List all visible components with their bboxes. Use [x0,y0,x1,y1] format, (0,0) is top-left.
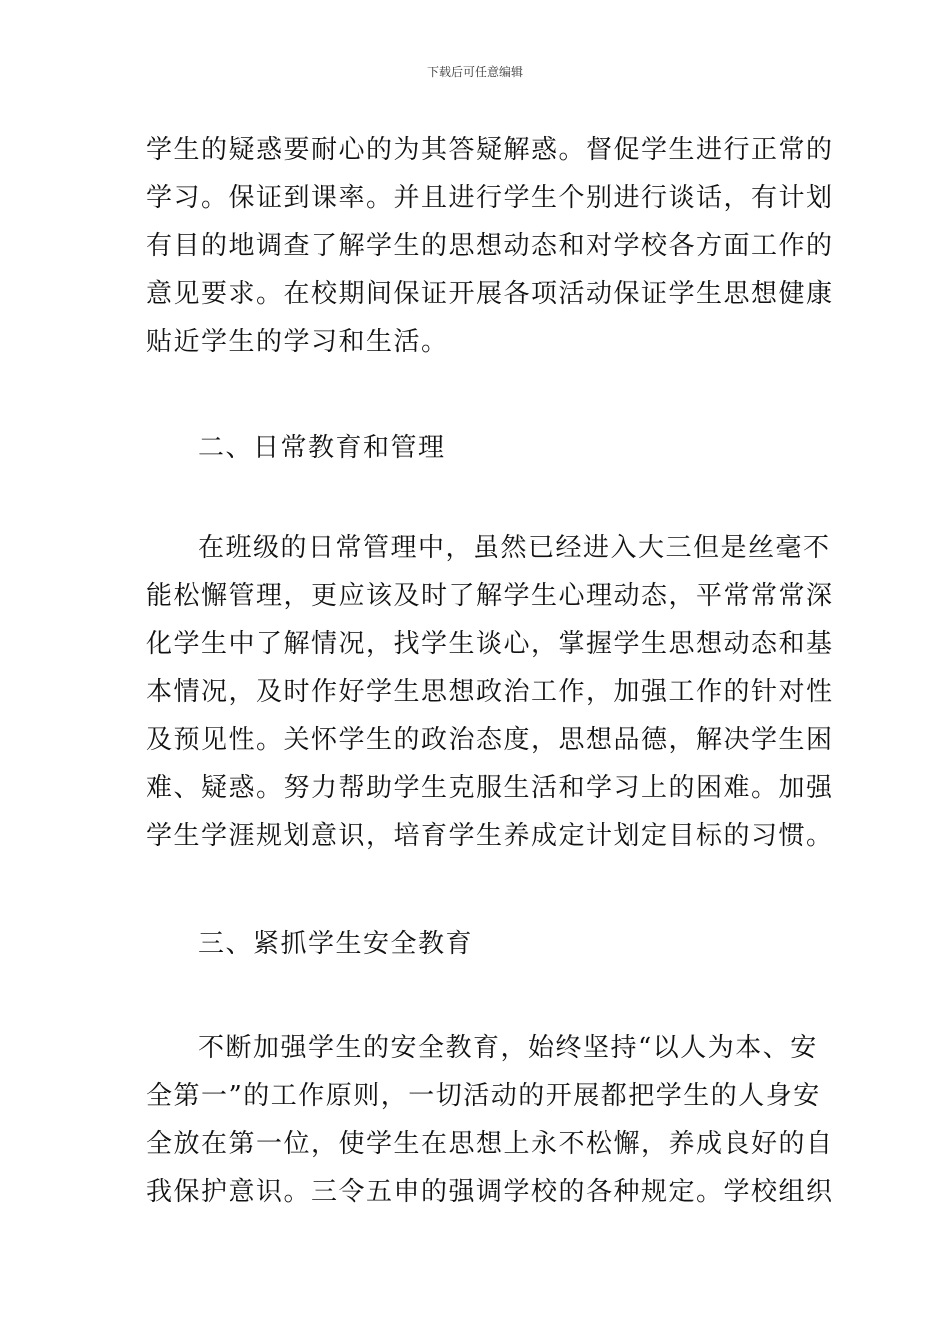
paragraph-line: 全第一”的工作原则，一切活动的开展都把学生的人身安 [146,1081,821,1111]
paragraph-line: 学生学涯规划意识，培育学生养成定计划定目标的习惯。 [146,821,834,851]
paragraph-line: 意见要求。在校期间保证开展各项活动保证学生思想健康 [146,279,834,309]
paragraph-line: 有目的地调查了解学生的思想动态和对学校各方面工作的 [146,231,834,261]
paragraph-line: 及预见性。关怀学生的政治态度，思想品德，解决学生困 [146,725,834,755]
paragraph-line: 学习。保证到课率。并且进行学生个别进行谈话，有计划 [146,183,834,213]
paragraph-2 [146,524,834,860]
section-heading-3 [146,920,808,968]
section-heading: 二、日常教育和管理 [198,433,446,463]
section-heading: 三、紧抓学生安全教育 [198,929,474,959]
paragraph-line: 全放在第一位，使学生在思想上永不松懈，养成良好的自 [146,1129,834,1159]
page-header: 下载后可任意编辑 [426,65,523,79]
paragraph-line: 化学生中了解情况，找学生谈心，掌握学生思想动态和基 [146,629,834,659]
paragraph-line: 我保护意识。三令五申的强调学校的各种规定。学校组织 [146,1177,834,1207]
paragraph-line: 贴近学生的学习和生活。 [146,327,449,357]
paragraph-line: 不断加强学生的安全教育，始终坚持“以人为本、安 [198,1033,818,1063]
paragraph-3 [146,1024,834,1216]
paragraph-1 [146,126,834,366]
section-heading-2 [146,424,808,472]
paragraph-line: 本情况，及时作好学生思想政治工作，加强工作的针对性 [146,677,834,707]
paragraph-line: 能松懈管理，更应该及时了解学生心理动态，平常常常深 [146,581,834,611]
paragraph-line: 在班级的日常管理中，虽然已经进入大三但是丝毫不 [198,533,831,563]
paragraph-line: 难、疑惑。努力帮助学生克服生活和学习上的困难。加强 [146,773,834,803]
paragraph-line: 学生的疑惑要耐心的为其答疑解惑。督促学生进行正常的 [146,135,834,165]
